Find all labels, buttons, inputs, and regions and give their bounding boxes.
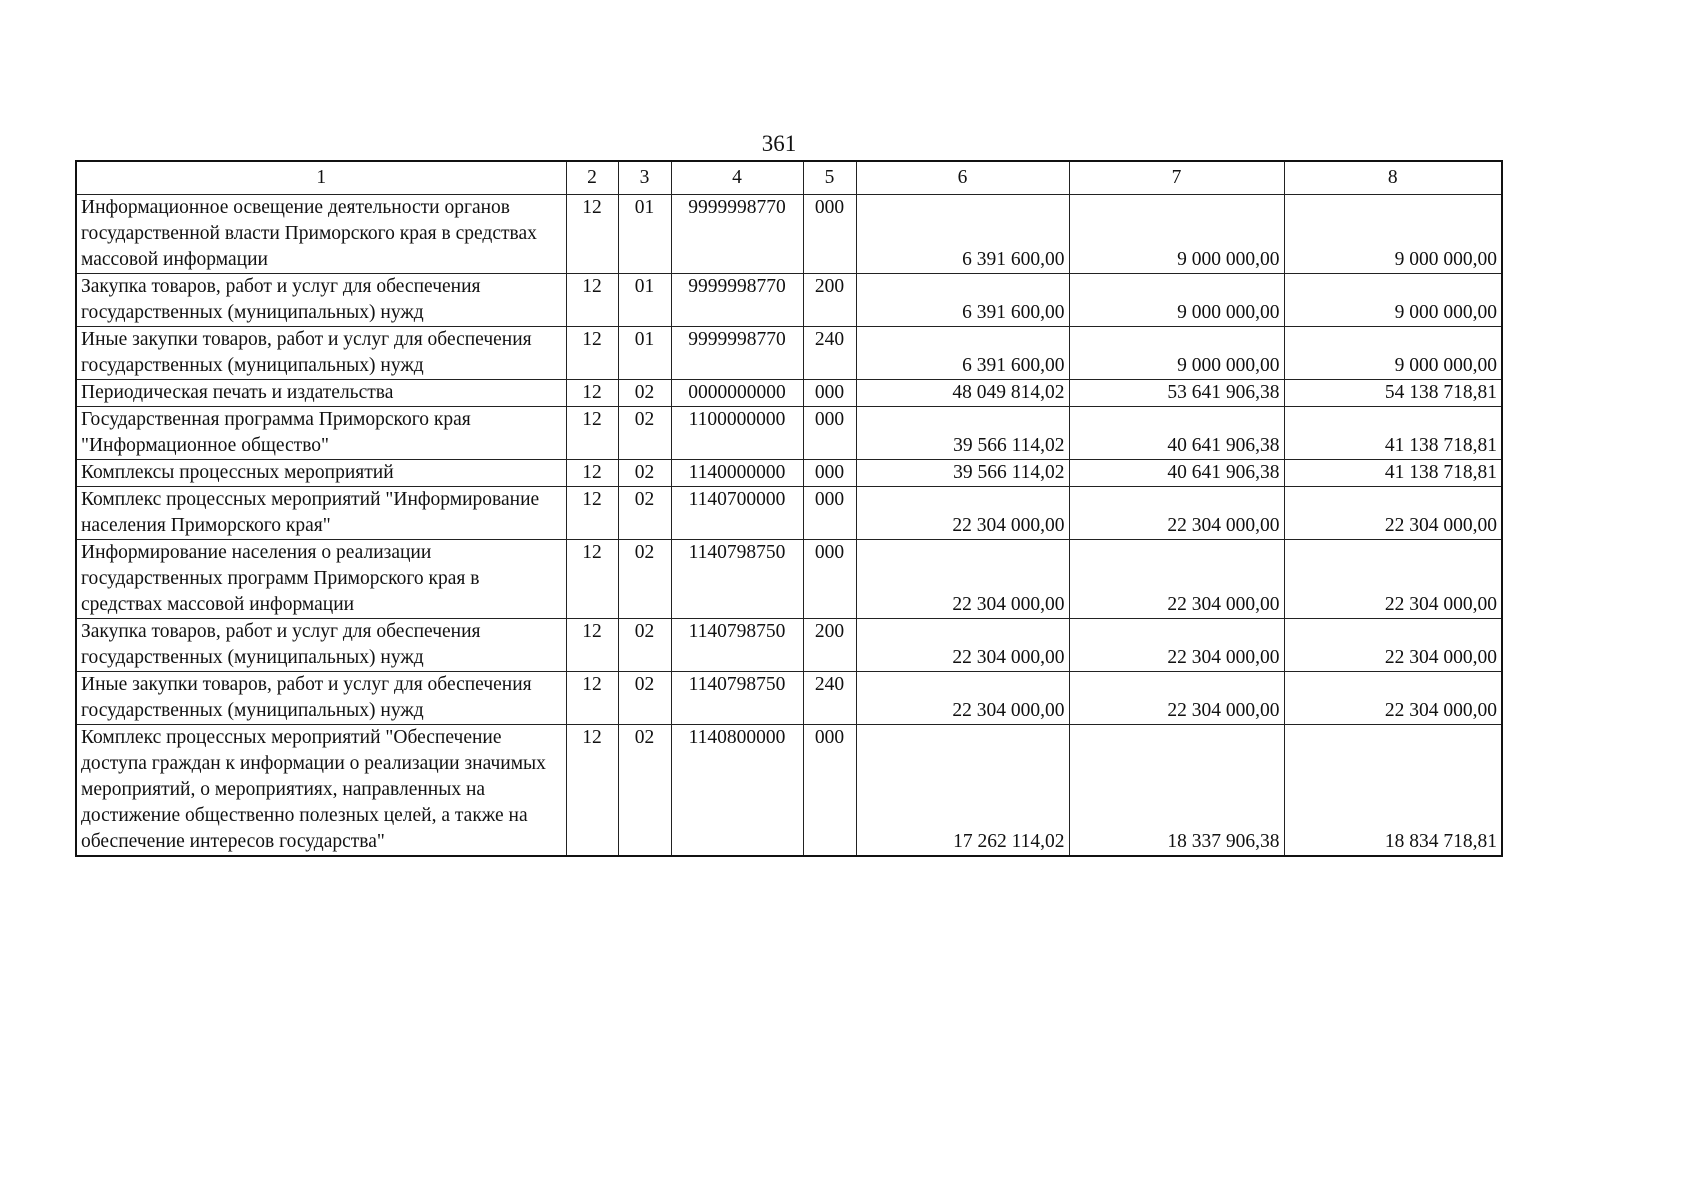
section-code-cell: 12 bbox=[566, 619, 618, 672]
table-row bbox=[76, 460, 1502, 487]
amount-col-8-cell: 18 834 718,81 bbox=[1284, 725, 1502, 857]
section-code-cell: 12 bbox=[566, 407, 618, 460]
header-row bbox=[76, 161, 1502, 195]
target-article-cell: 1140798750 bbox=[671, 540, 803, 619]
amount-col-7-cell: 9 000 000,00 bbox=[1069, 274, 1284, 327]
item-name-cell: Комплекс процессных мероприятий "Обеспечение доступа граждан к информации о реализации значимых мероприятий, о мероприятиях, направленных на достижение общественно полезных целей, а также на обеспечение интересов государства" bbox=[76, 725, 566, 857]
amount-col-6-cell: 48 049 814,02 bbox=[856, 380, 1069, 407]
section-code-cell: 12 bbox=[566, 195, 618, 274]
expense-type-cell: 000 bbox=[803, 540, 856, 619]
table-row bbox=[76, 380, 1502, 407]
budget-table bbox=[75, 160, 1503, 857]
amount-col-6-cell: 17 262 114,02 bbox=[856, 725, 1069, 857]
expense-type-cell: 200 bbox=[803, 274, 856, 327]
amount-col-7-cell: 22 304 000,00 bbox=[1069, 487, 1284, 540]
target-article-cell: 1140800000 bbox=[671, 725, 803, 857]
header-cell-4: 4 bbox=[671, 161, 803, 195]
item-name-cell: Закупка товаров, работ и услуг для обеспечения государственных (муниципальных) нужд bbox=[76, 274, 566, 327]
header-cell-6: 6 bbox=[856, 161, 1069, 195]
header-cell-3: 3 bbox=[618, 161, 671, 195]
expense-type-cell: 000 bbox=[803, 725, 856, 857]
amount-col-7-cell: 18 337 906,38 bbox=[1069, 725, 1284, 857]
amount-col-8-cell: 22 304 000,00 bbox=[1284, 487, 1502, 540]
table-row bbox=[76, 540, 1502, 619]
header-cell-7: 7 bbox=[1069, 161, 1284, 195]
expense-type-cell: 240 bbox=[803, 327, 856, 380]
table-row bbox=[76, 487, 1502, 540]
header-cell-2: 2 bbox=[566, 161, 618, 195]
target-article-cell: 9999998770 bbox=[671, 274, 803, 327]
subsection-code-cell: 02 bbox=[618, 725, 671, 857]
amount-col-6-cell: 22 304 000,00 bbox=[856, 540, 1069, 619]
amount-col-8-cell: 9 000 000,00 bbox=[1284, 274, 1502, 327]
table-row bbox=[76, 195, 1502, 274]
amount-col-8-cell: 9 000 000,00 bbox=[1284, 327, 1502, 380]
section-code-cell: 12 bbox=[566, 274, 618, 327]
item-name-cell: Иные закупки товаров, работ и услуг для обеспечения государственных (муниципальных) нужд bbox=[76, 672, 566, 725]
amount-col-8-cell: 41 138 718,81 bbox=[1284, 407, 1502, 460]
section-code-cell: 12 bbox=[566, 380, 618, 407]
section-code-cell: 12 bbox=[566, 460, 618, 487]
subsection-code-cell: 02 bbox=[618, 619, 671, 672]
subsection-code-cell: 01 bbox=[618, 195, 671, 274]
amount-col-6-cell: 6 391 600,00 bbox=[856, 274, 1069, 327]
amount-col-7-cell: 22 304 000,00 bbox=[1069, 540, 1284, 619]
table-row bbox=[76, 619, 1502, 672]
section-code-cell: 12 bbox=[566, 672, 618, 725]
amount-col-6-cell: 22 304 000,00 bbox=[856, 672, 1069, 725]
item-name-cell: Комплексы процессных мероприятий bbox=[76, 460, 566, 487]
subsection-code-cell: 01 bbox=[618, 274, 671, 327]
amount-col-8-cell: 22 304 000,00 bbox=[1284, 619, 1502, 672]
target-article-cell: 1140000000 bbox=[671, 460, 803, 487]
table-body bbox=[76, 161, 1502, 856]
amount-col-7-cell: 53 641 906,38 bbox=[1069, 380, 1284, 407]
target-article-cell: 1140798750 bbox=[671, 619, 803, 672]
amount-col-6-cell: 6 391 600,00 bbox=[856, 327, 1069, 380]
target-article-cell: 1140798750 bbox=[671, 672, 803, 725]
section-code-cell: 12 bbox=[566, 327, 618, 380]
amount-col-8-cell: 22 304 000,00 bbox=[1284, 672, 1502, 725]
item-name-cell: Иные закупки товаров, работ и услуг для обеспечения государственных (муниципальных) нужд bbox=[76, 327, 566, 380]
amount-col-7-cell: 40 641 906,38 bbox=[1069, 407, 1284, 460]
subsection-code-cell: 02 bbox=[618, 487, 671, 540]
amount-col-6-cell: 22 304 000,00 bbox=[856, 487, 1069, 540]
table-row bbox=[76, 407, 1502, 460]
header-cell-8: 8 bbox=[1284, 161, 1502, 195]
amount-col-8-cell: 54 138 718,81 bbox=[1284, 380, 1502, 407]
amount-col-6-cell: 22 304 000,00 bbox=[856, 619, 1069, 672]
item-name-cell: Информационное освещение деятельности органов государственной власти Приморского края в средствах массовой информации bbox=[76, 195, 566, 274]
table-row bbox=[76, 725, 1502, 857]
item-name-cell: Комплекс процессных мероприятий "Информирование населения Приморского края" bbox=[76, 487, 566, 540]
header-cell-5: 5 bbox=[803, 161, 856, 195]
table-row bbox=[76, 327, 1502, 380]
amount-col-7-cell: 40 641 906,38 bbox=[1069, 460, 1284, 487]
item-name-cell: Государственная программа Приморского края "Информационное общество" bbox=[76, 407, 566, 460]
amount-col-7-cell: 9 000 000,00 bbox=[1069, 327, 1284, 380]
page-number: 361 bbox=[761, 131, 797, 156]
amount-col-8-cell: 9 000 000,00 bbox=[1284, 195, 1502, 274]
expense-type-cell: 000 bbox=[803, 380, 856, 407]
expense-type-cell: 000 bbox=[803, 487, 856, 540]
expense-type-cell: 240 bbox=[803, 672, 856, 725]
item-name-cell: Периодическая печать и издательства bbox=[76, 380, 566, 407]
section-code-cell: 12 bbox=[566, 487, 618, 540]
item-name-cell: Информирование населения о реализации государственных программ Приморского края в средствах массовой информации bbox=[76, 540, 566, 619]
amount-col-7-cell: 22 304 000,00 bbox=[1069, 619, 1284, 672]
expense-type-cell: 200 bbox=[803, 619, 856, 672]
amount-col-8-cell: 41 138 718,81 bbox=[1284, 460, 1502, 487]
target-article-cell: 1140700000 bbox=[671, 487, 803, 540]
target-article-cell: 0000000000 bbox=[671, 380, 803, 407]
subsection-code-cell: 02 bbox=[618, 672, 671, 725]
amount-col-6-cell: 6 391 600,00 bbox=[856, 195, 1069, 274]
subsection-code-cell: 02 bbox=[618, 380, 671, 407]
expense-type-cell: 000 bbox=[803, 195, 856, 274]
amount-col-8-cell: 22 304 000,00 bbox=[1284, 540, 1502, 619]
section-code-cell: 12 bbox=[566, 725, 618, 857]
expense-type-cell: 000 bbox=[803, 460, 856, 487]
target-article-cell: 9999998770 bbox=[671, 195, 803, 274]
subsection-code-cell: 01 bbox=[618, 327, 671, 380]
expense-type-cell: 000 bbox=[803, 407, 856, 460]
amount-col-6-cell: 39 566 114,02 bbox=[856, 407, 1069, 460]
table-row bbox=[76, 274, 1502, 327]
amount-col-7-cell: 22 304 000,00 bbox=[1069, 672, 1284, 725]
item-name-cell: Закупка товаров, работ и услуг для обеспечения государственных (муниципальных) нужд bbox=[76, 619, 566, 672]
section-code-cell: 12 bbox=[566, 540, 618, 619]
subsection-code-cell: 02 bbox=[618, 407, 671, 460]
amount-col-6-cell: 39 566 114,02 bbox=[856, 460, 1069, 487]
target-article-cell: 9999998770 bbox=[671, 327, 803, 380]
table-row bbox=[76, 672, 1502, 725]
subsection-code-cell: 02 bbox=[618, 540, 671, 619]
subsection-code-cell: 02 bbox=[618, 460, 671, 487]
header-cell-1: 1 bbox=[76, 161, 566, 195]
target-article-cell: 1100000000 bbox=[671, 407, 803, 460]
amount-col-7-cell: 9 000 000,00 bbox=[1069, 195, 1284, 274]
